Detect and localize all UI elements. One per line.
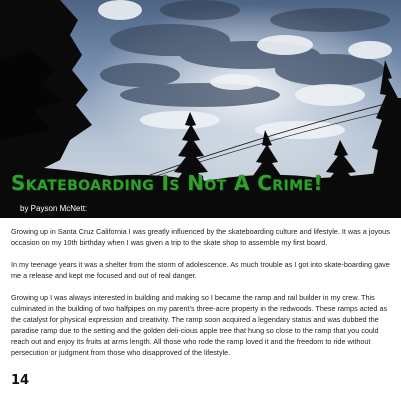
article-paragraph: Growing up in Santa Cruz California I was greatly influenced by the skateboarding culture and lifestyle. It was a joyous occasion on my 10th birthday when I was given a trip to the skate shop to assemble my first board. [11, 227, 390, 247]
article-byline: by Payson McNett: [20, 204, 88, 213]
page-number: 14 [11, 373, 30, 388]
article-title: Skateboarding Is Not A Crime! [11, 171, 323, 195]
article-paragraph: In my teenage years it was a shelter from the storm of adolescence. As much trouble as I got into skate-boarding gave me a release and kept me focused and out of real danger. [11, 260, 390, 280]
article-paragraph: Growing up I was always interested in building and making so I became the ramp and rail builder in my crew. This culminated in the building of two halfpipes on my parent’s three-acre property in the redwoods. These ramps acted as the catalyst for physical expression and creativity. The ramp soon acquired a legendary status and was dubbed the paradise ramp due to the setting and the golden deli-cious apple tree that hung so close to the ramp that you could reach out and enjoy its fruits at arms length. All those who rode the ramp loved it and the freedom to ride without persecution or judgment from those who disapproved of the lifestyle. [11, 293, 388, 357]
article-body [11, 226, 391, 369]
